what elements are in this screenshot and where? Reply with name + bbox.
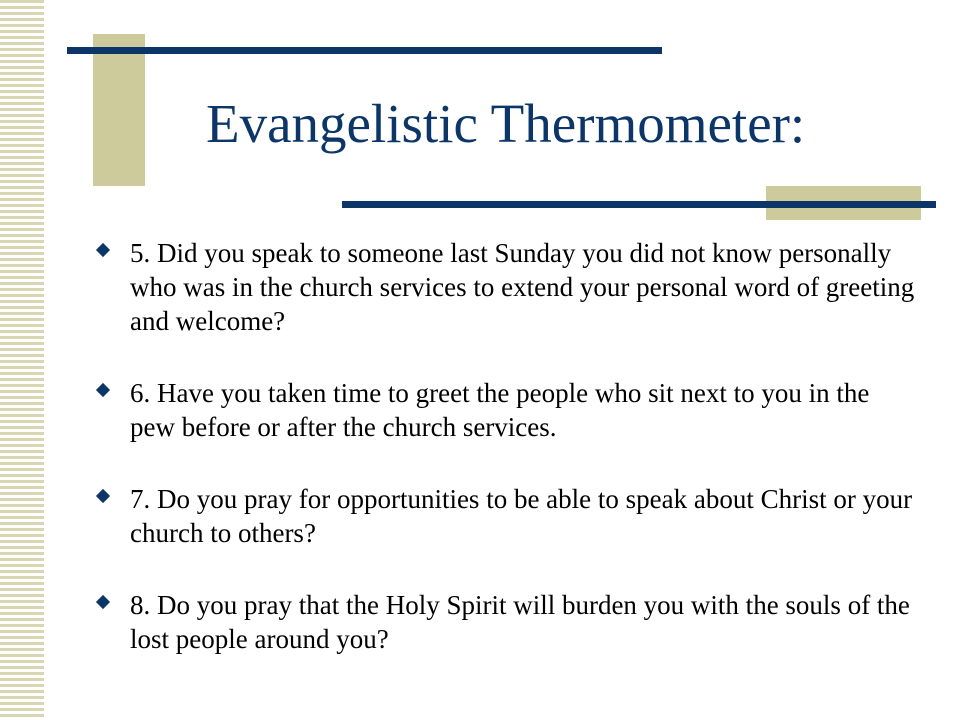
bullet-item-8: [96, 588, 916, 656]
diamond-bullet-icon: [96, 383, 110, 397]
diamond-bullet-icon: [96, 489, 110, 503]
slide-title: Evangelistic Thermometer:: [206, 93, 806, 154]
title-rule-bottom: [342, 201, 936, 208]
diamond-bullet-icon: [96, 595, 110, 609]
bullet-item-5: [96, 236, 916, 338]
decorative-tan-bar-top: [93, 34, 145, 186]
bullet-text: 7. Do you pray for opportunities to be able to speak about Christ or your church to others?: [130, 484, 913, 548]
bullet-text: 8. Do you pray that the Holy Spirit will burden you with the souls of the lost people around you?: [130, 590, 910, 654]
title-rule-top: [67, 47, 662, 54]
left-stripe-border: [0, 0, 44, 720]
bullet-text: 6. Have you taken time to greet the people who sit next to you in the pew before or after the church services.: [130, 378, 870, 442]
bullet-list: [96, 236, 916, 694]
diamond-bullet-icon: [96, 243, 110, 257]
bullet-item-7: [96, 482, 916, 550]
bullet-text: 5. Did you speak to someone last Sunday you did not know personally who was in the church services to extend your personal word of greeting and welcome?: [130, 238, 915, 336]
bullet-item-6: [96, 376, 916, 444]
